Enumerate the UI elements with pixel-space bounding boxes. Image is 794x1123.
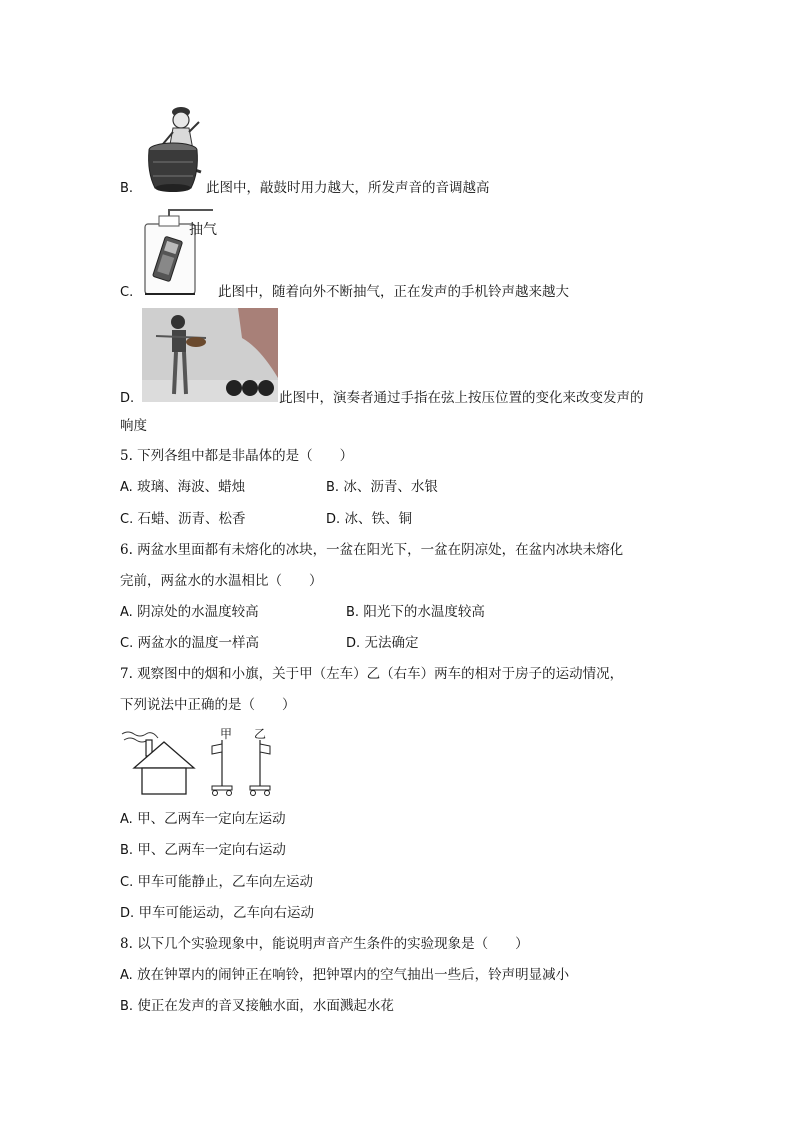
q6-stem-line2: 完前，两盆水的水温相比（ ） (120, 573, 323, 589)
option-letter: C. (120, 875, 134, 890)
figure-label-yi: 乙 (254, 727, 267, 741)
q8-option-a (120, 967, 569, 984)
option-letter: B. (120, 999, 134, 1014)
option-letter: B. (326, 480, 340, 495)
option-letter: C. (120, 512, 134, 527)
option-text: 甲、乙两车一定向右运动 (137, 842, 286, 858)
q7-option-c (120, 874, 313, 891)
option-letter: D. (346, 636, 361, 651)
option-text: 无法确定 (364, 635, 419, 651)
q4-option-b-text: 此图中，敲鼓时用力越大，所发声音的音调越高 (206, 180, 490, 196)
q6-option-d (346, 635, 418, 652)
figure-label-jia: 甲 (220, 727, 233, 741)
q7-option-b (120, 842, 286, 859)
q6-option-a (120, 604, 259, 621)
q6-stem-line1: 6. 两盆水里面都有未熔化的冰块，一盆在阳光下，一盆在阴凉处，在盆内冰块未熔化 (120, 542, 624, 558)
q4-option-c-text: 此图中，随着向外不断抽气，正在发声的手机铃声越来越大 (218, 284, 569, 300)
q5-option-a (120, 479, 245, 496)
q4-option-b (120, 180, 133, 197)
option-text: 甲车可能运动，乙车向右运动 (138, 905, 314, 921)
option-letter: A. (120, 812, 133, 827)
q4-option-c (120, 284, 133, 301)
q5-option-b (326, 479, 438, 496)
option-text: 冰、沥青、水银 (343, 479, 438, 495)
q7-stem-line2: 下列说法中正确的是（ ） (120, 697, 296, 713)
option-letter: A. (120, 605, 133, 620)
option-text: 玻璃、海波、蜡烛 (137, 479, 246, 495)
option-letter: A. (120, 968, 133, 983)
q8-option-b (120, 998, 394, 1015)
option-text: 冰、铁、铜 (344, 511, 412, 527)
figure-label-pump: 抽气 (189, 222, 217, 238)
option-text: 甲、乙两车一定向左运动 (137, 811, 286, 827)
option-letter: C. (120, 285, 134, 300)
option-text: 阴凉处的水温度较高 (137, 604, 259, 620)
q5-option-c (120, 511, 246, 528)
option-text: 石蜡、沥青、松香 (137, 511, 246, 527)
q5-stem: 5. 下列各组中都是非晶体的是（ ） (120, 448, 354, 464)
option-text: 甲车可能静止，乙车向左运动 (137, 874, 314, 890)
q4-option-d (120, 390, 134, 407)
q6-option-c (120, 635, 259, 652)
option-letter: B. (120, 181, 134, 196)
option-text: 放在钟罩内的闹钟正在响铃，把钟罩内的空气抽出一些后，铃声明显减小 (137, 967, 570, 983)
option-text: 使正在发声的音叉接触水面，水面溅起水花 (137, 998, 394, 1014)
q6-option-b (346, 604, 485, 621)
q7-option-d (120, 905, 314, 922)
q7-option-a (120, 811, 286, 828)
q4-option-d-text-line1: 此图中，演奏者通过手指在弦上按压位置的变化来改变发声的 (279, 390, 644, 406)
option-letter: D. (120, 391, 135, 406)
option-letter: D. (326, 512, 341, 527)
option-letter: C. (120, 636, 134, 651)
option-letter: D. (120, 906, 135, 921)
q8-stem: 8. 以下几个实验现象中，能说明声音产生条件的实验现象是（ ） (120, 936, 529, 952)
option-letter: B. (120, 843, 134, 858)
option-text: 阳光下的水温度较高 (363, 604, 485, 620)
option-text: 两盆水的温度一样高 (137, 635, 260, 651)
q5-option-d (326, 511, 412, 528)
q7-stem-line1: 7. 观察图中的烟和小旗，关于甲（左车）乙（右车）两车的相对于房子的运动情况， (120, 666, 624, 682)
option-letter: B. (346, 605, 360, 620)
option-letter: A. (120, 480, 133, 495)
q4-option-d-text-line2: 响度 (120, 418, 147, 434)
violinist-figure (142, 308, 278, 402)
drum-player-figure (143, 100, 205, 192)
